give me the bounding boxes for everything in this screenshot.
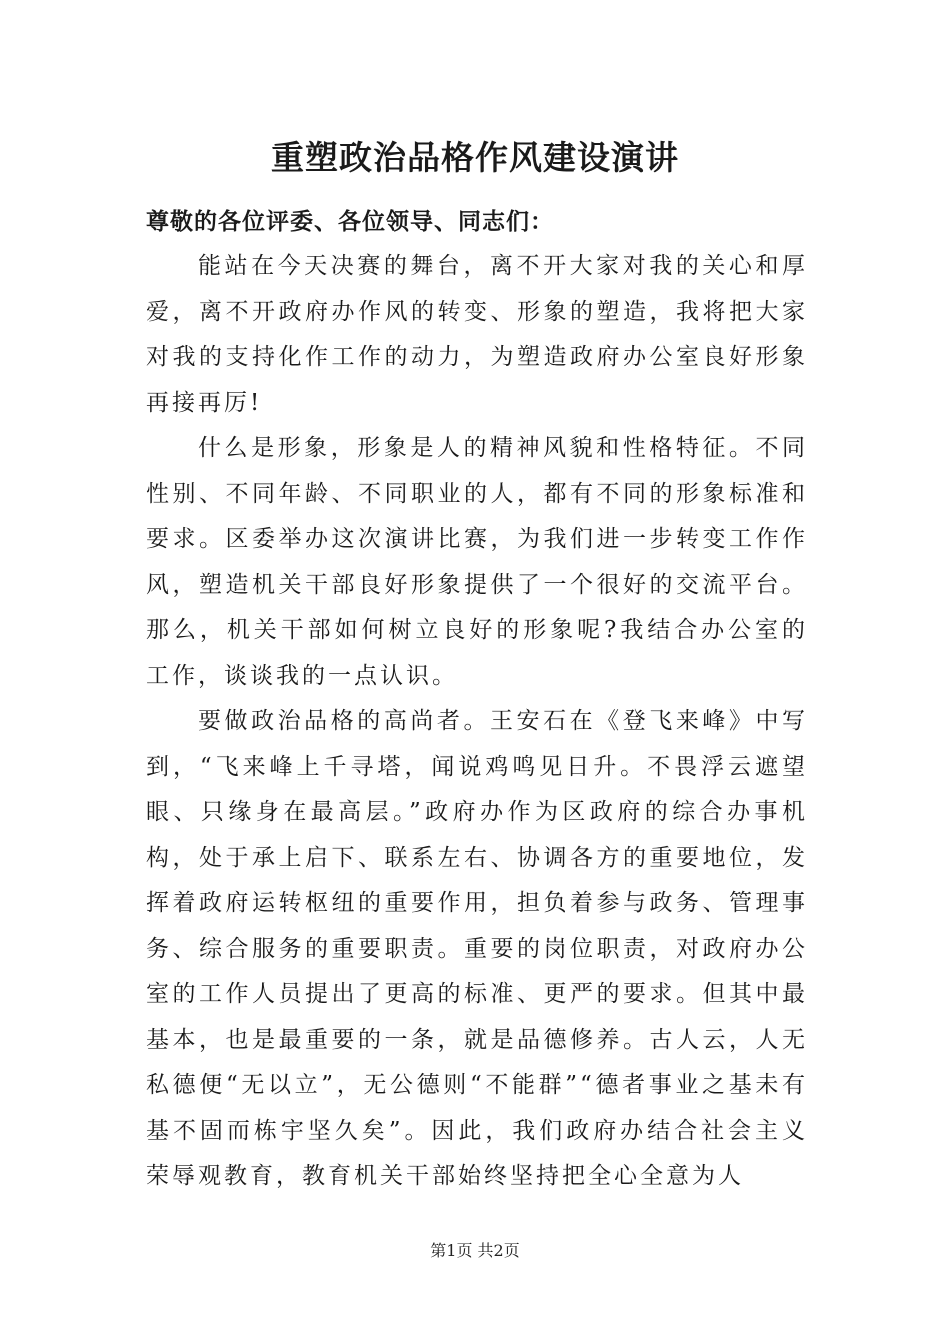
document-title: 重塑政治品格作风建设演讲 (271, 138, 679, 177)
paragraph: 什么是形象，形象是人的精神风貌和性格特征。不同性别、不同年龄、不同职业的人，都有不同的形象标准和要求。区委举办这次演讲比赛，为我们进一步转变工作作风，塑造机关干部良好形象提供了一个很好的交流平台。那么，机关干部如何树立良好的形象呢?我结合办公室的工作，谈谈我的一点认识。 (146, 435, 808, 689)
page-footer: 第1页 共2页 (430, 1241, 520, 1260)
document-body (146, 200, 808, 1200)
paragraph: 能站在今天决赛的舞台，离不开大家对我的关心和厚爱，离不开政府办作风的转变、形象的塑造，我将把大家对我的支持化作工作的动力，为塑造政府办公室良好形象再接再厉! (146, 253, 808, 416)
salutation: 尊敬的各位评委、各位领导、同志们： (146, 209, 554, 235)
paragraph: 要做政治品格的高尚者。王安石在《登飞来峰》中写到，“飞来峰上千寻塔，闻说鸡鸣见日升。不畏浮云遮望眼、只缘身在最高层。”政府办作为区政府的综合办事机构，处于承上启下、联系左右、协调各方的重要地位，发挥着政府运转枢纽的重要作用，担负着参与政务、管理事务、综合服务的重要职责。重要的岗位职责，对政府办公室的工作人员提出了更高的标准、更严的要求。但其中最基本，也是最重要的一条，就是品德修养。古人云，人无私德便“无以立”，无公德则“不能群”“德者事业之基未有基不固而栋宇坚久矣”。因此，我们政府办结合社会主义荣辱观教育，教育机关干部始终坚持把全心全意为人 (146, 708, 808, 1189)
